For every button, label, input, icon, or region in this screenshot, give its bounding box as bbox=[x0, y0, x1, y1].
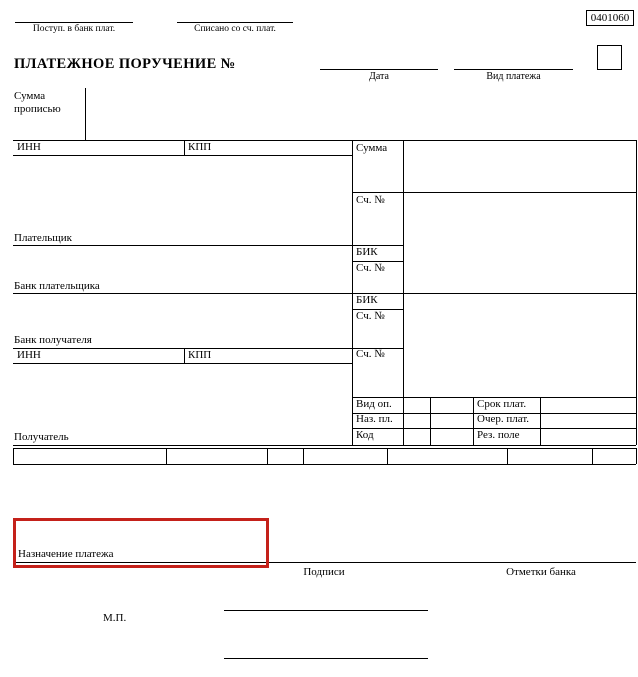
requisite-cell[interactable] bbox=[167, 449, 266, 463]
date-label: Дата bbox=[369, 71, 389, 82]
payment-nature-label: Наз. пл. bbox=[356, 413, 393, 425]
grid-line bbox=[636, 140, 637, 445]
form-code-box: 0401060 bbox=[586, 10, 634, 26]
grid-line bbox=[13, 155, 352, 156]
bik-label: БИК bbox=[356, 246, 378, 258]
requisite-cell[interactable] bbox=[14, 449, 165, 463]
payment-type-label: Вид платежа bbox=[486, 71, 541, 82]
signature-line[interactable] bbox=[224, 610, 428, 611]
amount-label: Сумма bbox=[356, 142, 388, 154]
debited-line bbox=[177, 22, 293, 23]
grid-line bbox=[13, 293, 636, 294]
requisite-cell[interactable] bbox=[388, 449, 506, 463]
payer-account-field[interactable] bbox=[405, 194, 634, 291]
amount-field[interactable] bbox=[405, 141, 634, 191]
payer-label: Плательщик bbox=[14, 232, 72, 244]
reserve-field-label: Рез. поле bbox=[477, 429, 520, 441]
grid-line bbox=[13, 363, 352, 364]
grid-line bbox=[184, 348, 185, 363]
bank-marks-label: Отметки банка bbox=[506, 566, 576, 578]
payee-account-field[interactable] bbox=[405, 295, 634, 395]
date-line[interactable] bbox=[320, 69, 438, 70]
payment-order-label: Очер. плат. bbox=[477, 413, 530, 425]
requisite-cell[interactable] bbox=[268, 449, 302, 463]
op-type-label: Вид оп. bbox=[356, 398, 392, 410]
received-label: Поступ. в банк плат. bbox=[32, 24, 116, 34]
payer-bank-label: Банк плательщика bbox=[14, 280, 100, 292]
requisite-cell[interactable] bbox=[508, 449, 591, 463]
signature-line[interactable] bbox=[224, 658, 428, 659]
account-label: Сч. № bbox=[356, 194, 385, 206]
amount-words-field[interactable] bbox=[88, 90, 633, 138]
account-label: Сч. № bbox=[356, 348, 385, 360]
grid-line bbox=[352, 192, 636, 193]
grid-line bbox=[636, 448, 637, 464]
payment-term-label: Срок плат. bbox=[477, 398, 527, 410]
grid-line bbox=[13, 245, 403, 246]
payee-label: Получатель bbox=[14, 431, 69, 443]
payer-bank-field[interactable] bbox=[14, 247, 350, 278]
payment-type-box[interactable] bbox=[597, 45, 622, 70]
debited-label: Списано со сч. плат. bbox=[194, 24, 276, 34]
requisite-cell[interactable] bbox=[304, 449, 386, 463]
amount-words-label: Сумма прописью bbox=[14, 90, 61, 115]
grid-line bbox=[184, 140, 185, 155]
grid-line bbox=[352, 140, 353, 445]
bik-label: БИК bbox=[356, 294, 378, 306]
inn-label: ИНН bbox=[17, 141, 41, 153]
grid-line bbox=[473, 397, 474, 445]
received-line bbox=[15, 22, 133, 23]
payee-bank-label: Банк получателя bbox=[14, 334, 92, 346]
grid-line bbox=[403, 140, 404, 445]
inn-label: ИНН bbox=[17, 349, 41, 361]
form-title: ПЛАТЕЖНОЕ ПОРУЧЕНИЕ № bbox=[14, 56, 236, 72]
signatures-label: Подписи bbox=[303, 566, 345, 578]
grid-line bbox=[540, 397, 541, 445]
grid-line bbox=[13, 464, 636, 465]
account-label: Сч. № bbox=[356, 262, 385, 274]
payment-type-line[interactable] bbox=[454, 69, 573, 70]
account-label: Сч. № bbox=[356, 310, 385, 322]
grid-line bbox=[85, 88, 86, 140]
highlight-box bbox=[13, 518, 269, 568]
grid-line bbox=[430, 397, 431, 445]
code-label: Код bbox=[356, 429, 374, 441]
stamp-label: М.П. bbox=[103, 612, 127, 624]
payee-field[interactable] bbox=[14, 365, 350, 427]
payer-field[interactable] bbox=[14, 157, 350, 231]
kpp-label: КПП bbox=[188, 141, 212, 153]
purpose-label: Назначение платежа bbox=[18, 548, 114, 560]
grid-line bbox=[13, 445, 636, 446]
kpp-label: КПП bbox=[188, 349, 212, 361]
payee-bank-field[interactable] bbox=[14, 295, 350, 332]
requisite-cell[interactable] bbox=[593, 449, 635, 463]
